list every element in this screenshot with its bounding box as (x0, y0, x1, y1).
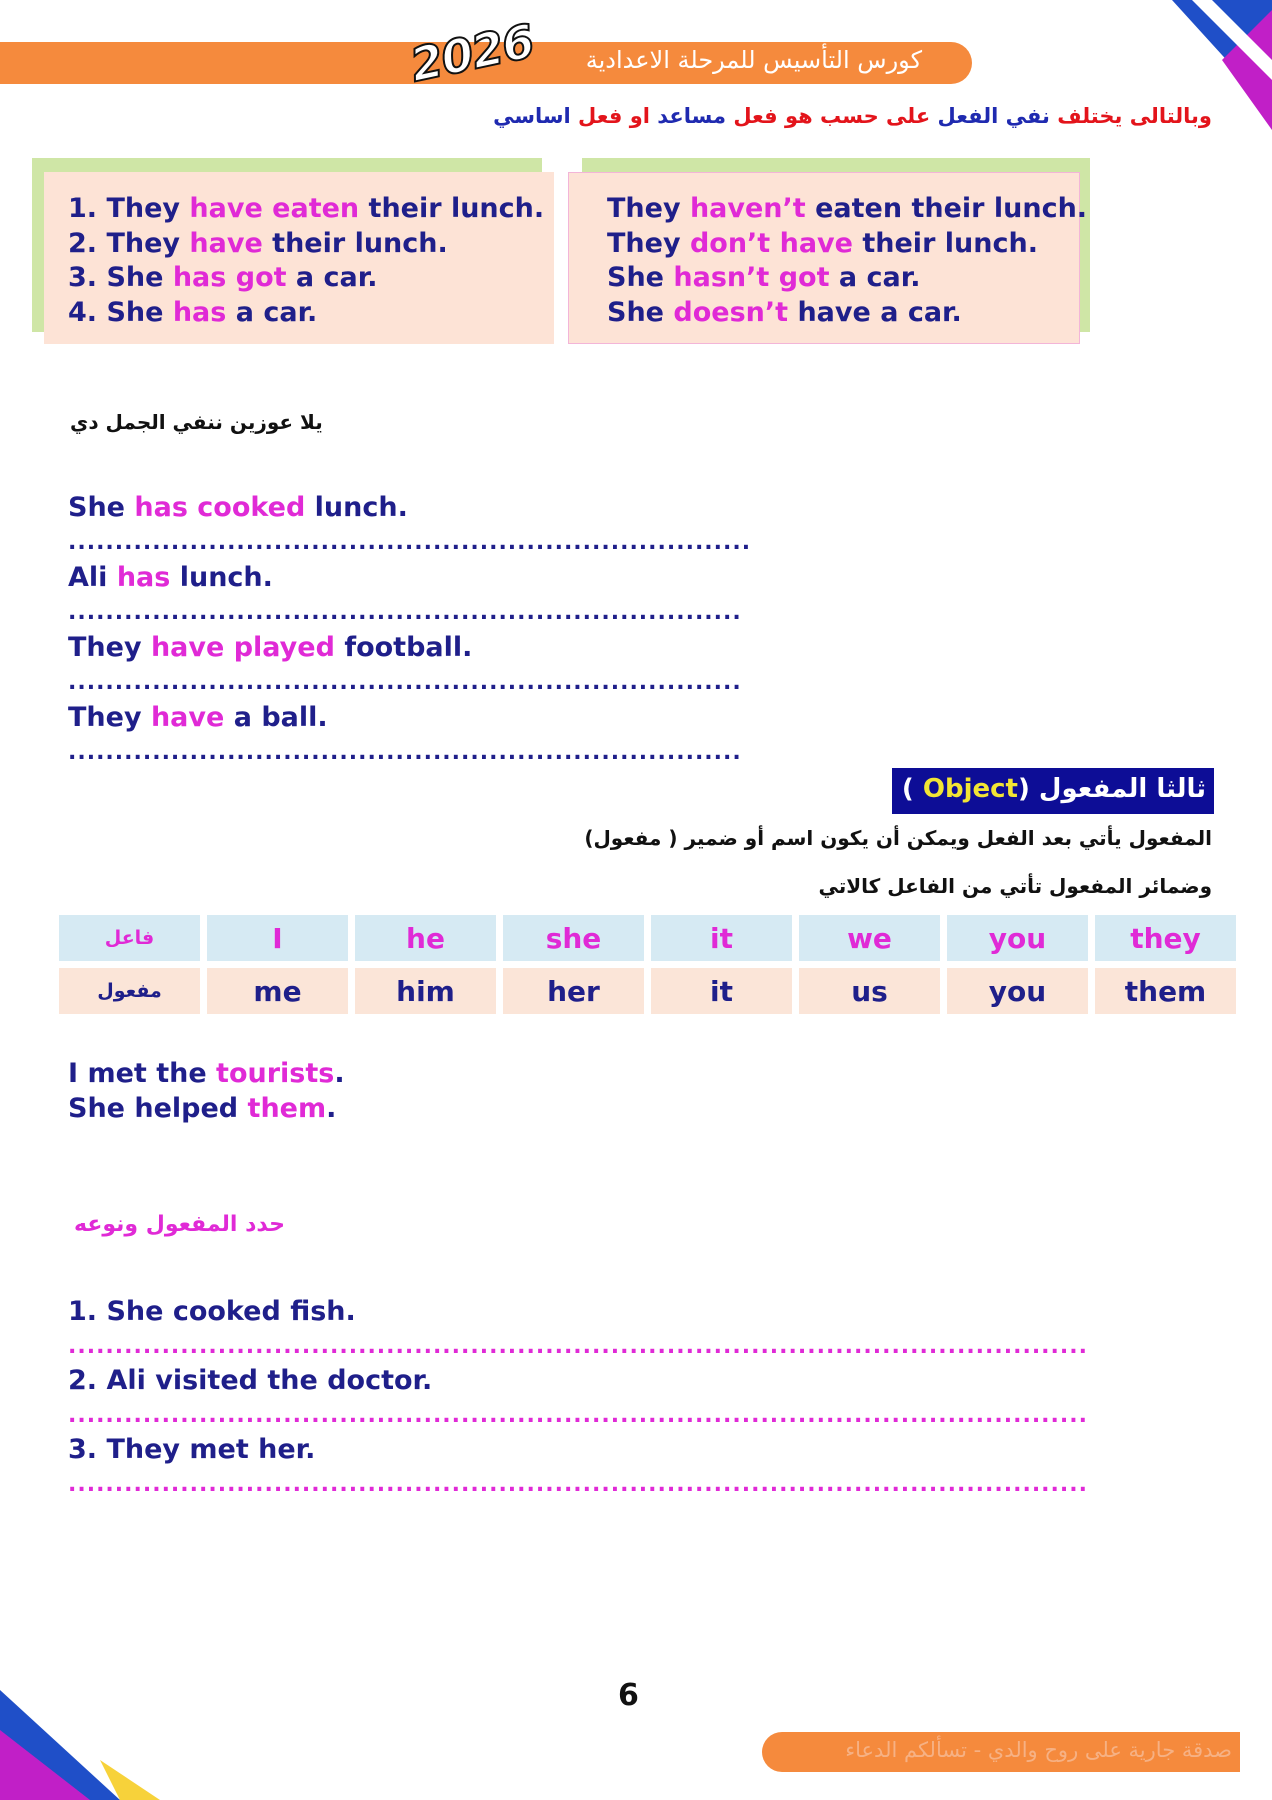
corner-decoration-bottom (0, 1690, 160, 1800)
object-row (59, 968, 1236, 1014)
subject-pronoun: we (799, 915, 940, 961)
negative-sentence: They haven’t eaten their lunch. (607, 193, 1088, 224)
answer-line[interactable]: ............................................................................................................. (68, 1472, 1088, 1497)
object-pronoun: you (947, 968, 1088, 1014)
object-section-heading: ثالثا المفعول (Object ) (892, 768, 1214, 814)
negative-sentence: She hasn’t got a car. (607, 262, 921, 293)
object-pronoun: it (651, 968, 792, 1014)
object-pronoun: them (1095, 968, 1236, 1014)
header-title: كورس التأسيس للمرحلة الاعدادية (585, 46, 922, 74)
object-label: مفعول (59, 968, 200, 1014)
example-sentence: She helped them. (68, 1093, 337, 1124)
exercise2-sentence: 2. Ali visited the doctor. (68, 1365, 433, 1396)
subject-label: فاعل (59, 915, 200, 961)
answer-line[interactable]: ......................................................................... (68, 530, 752, 555)
exercise1-instruction: يلا عوزين ننفي الجمل دي (70, 410, 323, 434)
exercise1-sentence: They have played football. (68, 632, 473, 663)
object-pronoun: us (799, 968, 940, 1014)
negative-box (568, 172, 1088, 344)
subject-pronoun: they (1095, 915, 1236, 961)
exercise1-sentence: She has cooked lunch. (68, 492, 408, 523)
object-pronoun: me (207, 968, 348, 1014)
affirmative-sentence: 1. They have eaten their lunch. (68, 193, 545, 224)
answer-line[interactable]: ........................................................................ (68, 670, 742, 695)
object-definition: المفعول يأتي بعد الفعل ويمكن أن يكون اسم أو ضمير ( مفعول) (584, 826, 1212, 850)
answer-line[interactable]: ........................................................................ (68, 740, 742, 765)
subject-pronoun: you (947, 915, 1088, 961)
exercise2-sentence: 1. She cooked fish. (68, 1296, 356, 1327)
exercise2-instruction: حدد المفعول ونوعه (74, 1212, 285, 1237)
answer-line[interactable]: ............................................................................................................. (68, 1403, 1088, 1428)
exercise1-sentence: They have a ball. (68, 702, 328, 733)
answer-line[interactable]: ............................................................................................................. (68, 1334, 1088, 1359)
subject-pronoun: she (503, 915, 644, 961)
subject-row (59, 915, 1236, 961)
object-pronoun: him (355, 968, 496, 1014)
negative-sentence: She doesn’t have a car. (607, 296, 962, 328)
object-pronoun: her (503, 968, 644, 1014)
answer-line[interactable]: ........................................................................ (68, 600, 742, 625)
header-year: 2026 (405, 13, 539, 93)
pronoun-table (52, 908, 1243, 1021)
affirmative-sentence: 4. She has a car. (68, 296, 318, 328)
object-pronouns-note: وضمائر المفعول تأتي من الفاعل كالاتي (818, 874, 1212, 898)
example-sentence: I met the tourists. (68, 1058, 345, 1089)
affirmative-sentences (68, 192, 544, 330)
intro-line: وبالتالى يختلف نفي الفعل على حسب هو فعل مساعد او فعل اساسي (493, 104, 1212, 128)
subject-pronoun: it (651, 915, 792, 961)
affirmative-sentence: 2. They have their lunch. (68, 227, 448, 259)
negative-sentence: They don’t have their lunch. (607, 227, 1038, 259)
exercise2-sentence: 3. They met her. (68, 1434, 316, 1465)
exercise1-sentence: Ali has lunch. (68, 562, 273, 593)
footer-text: صدقة جارية على روح والدي - تسألكم الدعاء (845, 1738, 1232, 1762)
affirmative-sentence: 3. She has got a car. (68, 262, 378, 293)
affirmative-box (44, 172, 554, 344)
page-number: 6 (618, 1678, 639, 1713)
subject-pronoun: I (207, 915, 348, 961)
subject-pronoun: he (355, 915, 496, 961)
negative-sentences (607, 192, 1087, 330)
